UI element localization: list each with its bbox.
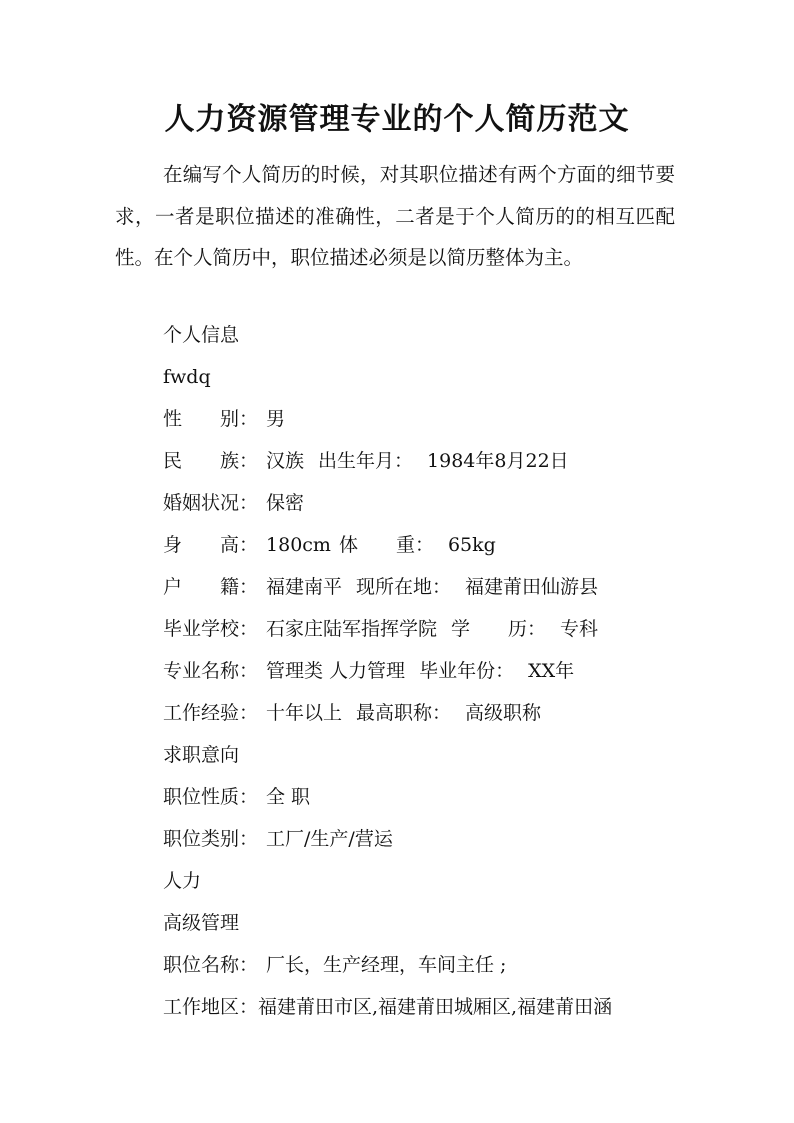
job-nature-value: 全 职 [266,786,311,808]
graduation-label: 毕业年份： [419,660,515,682]
gender-row [163,404,285,434]
school-label: 毕业学校： [163,618,259,640]
school-row [163,614,598,644]
height-value: 180cm [266,534,331,556]
experience-label: 工作经验： [163,702,259,724]
marital-row [163,488,304,518]
section-job-intent: 求职意向 [163,744,240,766]
experience-value: 十年以上 [266,702,343,724]
work-area-value: 福建莆田市区,福建莆田城厢区,福建莆田涵 [258,996,613,1018]
professional-title-label: 最高职称： [356,702,452,724]
job-nature-row [163,782,310,812]
graduation-value: XX年 [528,660,575,682]
job-name-label: 职位名称： [163,954,259,976]
school-value: 石家庄陆军指挥学院 [266,618,438,640]
location-label: 现所在地： [356,576,452,598]
birth-label: 出生年月： [318,450,414,472]
section-personal-info: 个人信息 [163,324,240,346]
marital-label: 婚姻状况： [163,492,259,514]
ethnicity-label: 民 族： [163,450,259,472]
hukou-label: 户 籍： [163,576,259,598]
major-label: 专业名称： [163,660,259,682]
weight-value: 65kg [447,534,496,556]
height-row [163,530,496,560]
experience-row [163,698,541,728]
applicant-name: fwdq [163,366,211,388]
ethnicity-row [163,446,569,476]
professional-title-value: 高级职称 [465,702,542,724]
hukou-value: 福建南平 [266,576,343,598]
job-category-label: 职位类别： [163,828,259,850]
gender-value: 男 [266,408,286,430]
location-value: 福建莆田仙游县 [465,576,599,598]
job-name-value: 厂长，生产经理，车间主任 ; [266,954,507,976]
weight-label: 体 重： [338,534,434,556]
major-value: 管理类 人力管理 [266,660,406,682]
job-category-line-2: 人力 [163,870,202,892]
job-category-row [163,824,393,854]
work-area-label: 工作地区： [163,996,259,1018]
education-value: 专科 [560,618,599,640]
job-name-row [163,950,506,980]
work-area-row [163,992,612,1022]
job-category-line-3: 高级管理 [163,912,240,934]
intro-paragraph: 在编写个人简历的时候，对其职位描述有两个方面的细节要求，一者是职位描述的准确性，二者是于个人简历的的相互匹配性。在个人简历中，职位描述必须是以简历整体为主。 [115,163,675,269]
education-label: 学 历： [451,618,547,640]
job-category-value: 工厂/生产/营运 [266,828,393,850]
major-row [163,656,574,686]
job-nature-label: 职位性质： [163,786,259,808]
marital-value: 保密 [266,492,305,514]
ethnicity-value: 汉族 [266,450,305,472]
hukou-row [163,572,598,602]
height-label: 身 高： [163,534,259,556]
birth-value: 1984年8月22日 [427,450,569,472]
gender-label: 性 别： [163,408,259,430]
document-title: 人力资源管理专业的个人简历范文 [164,102,630,137]
